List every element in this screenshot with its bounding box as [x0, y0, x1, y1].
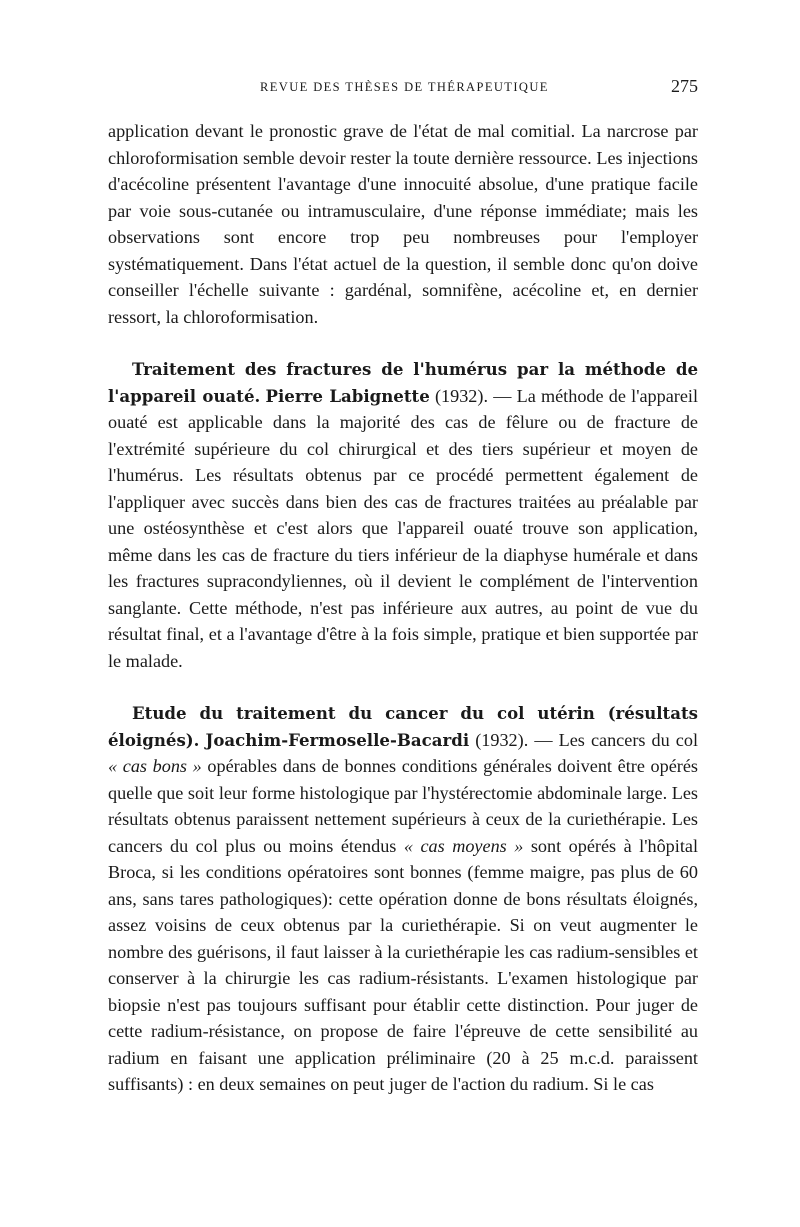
text-column: [108, 118, 698, 1098]
abstract-title: Traitement des fractures de l'humérus par la méthode de l'appareil ouaté.: [108, 359, 698, 406]
quoted-term: « cas bons »: [108, 756, 202, 776]
quoted-term: « cas moyens »: [403, 835, 524, 856]
abstract-body-part: — Les cancers du col: [534, 729, 699, 750]
abstract-body: — La méthode de l'appareil ouaté est applicable dans la majorité des cas de fêlure ou de fracture de l'extrémité supérieure du col chirurgical et des tiers supérieur et moyen de l'humérus. Les résultats obtenus par ce procédé permettent également de l'appliquer avec succès dans bien des cas de fractures traitées au préalable par une ostéosynthèse et c'est alors que l'appareil ouaté trouve son application, même dans les cas de fracture du tiers inférieur de la diaphyse humérale et dans les fractures supracondyliennes, où il devient le complément de l'intervention sanglante. Cette méthode, n'est pas inférieure aux autres, au point de vue du résultat final, et a l'avantage d'être à la fois simple, pratique et bien supportée par le malade.: [108, 385, 699, 671]
running-title: REVUE DES THÈSES DE THÉRAPEUTIQUE: [260, 80, 549, 94]
paragraph-continuation: application devant le pronostic grave de l'état de mal comitial. La narcrose par chloroformisation semble devoir rester la toute dernière ressource. Les injections d'acécoline présentent l'avantage d'une innocuité absolue, d'une pratique facile par voie sous-cutanée ou intramusculaire, d'une réponse immédiate; mais les observations sont encore trop peu nombreuses pour l'employer systématiquement. Dans l'état actuel de la question, il semble donc qu'on doive conseiller l'échelle suivante : gardénal, somnifène, acécoline et, en dernier ressort, la chloroformisation.: [108, 121, 698, 327]
abstract-year: (1932).: [434, 385, 489, 406]
abstract-body-part: opérables dans de bonnes conditions générales doivent être opérés quelle que soit leur forme histologique par l'hystérectomie abdominale large. Les résultats obtenus paraissent nettement supérieurs à ceux de la curiethérapie. Les cancers du col plus ou moins étendus: [108, 756, 699, 856]
abstract-title: Etude du traitement du cancer du col utérin (résultats éloignés).: [108, 703, 698, 750]
page-number: 275: [671, 76, 698, 96]
abstract-cervical-cancer: [108, 700, 698, 1098]
abstract-humerus-fractures: [108, 356, 698, 674]
abstract-author: Pierre Labignette: [265, 385, 430, 406]
abstract-author: Joachim-Fermoselle-Bacardi: [205, 729, 470, 750]
running-header: [108, 76, 698, 98]
abstract-body-part: sont opérés à l'hôpital Broca, si les conditions opératoires sont bonnes (femme maigre, pas plus de 60 ans, sans tares pathologiques): cette opération donne de bons résultats éloignés, assez voisins de ceux obtenus par la curiethérapie. Si on veut augmenter le nombre des guérisons, il faut laisser à la curiethérapie les cas radium-sensibles et conserver à la chirurgie les cas radium-résistants. L'examen histologique par biopsie n'est pas toujours suffisant pour établir cette distinction. Pour juger de cette radium-résistance, on propose de faire l'épreuve de cette sensibilité au radium en faisant une application préliminaire (20 à 25 m.c.d. paraissent suffisants) : en deux semaines on peut juger de l'action du radium. Si le cas: [108, 835, 699, 1094]
abstract-year: (1932).: [475, 729, 529, 750]
